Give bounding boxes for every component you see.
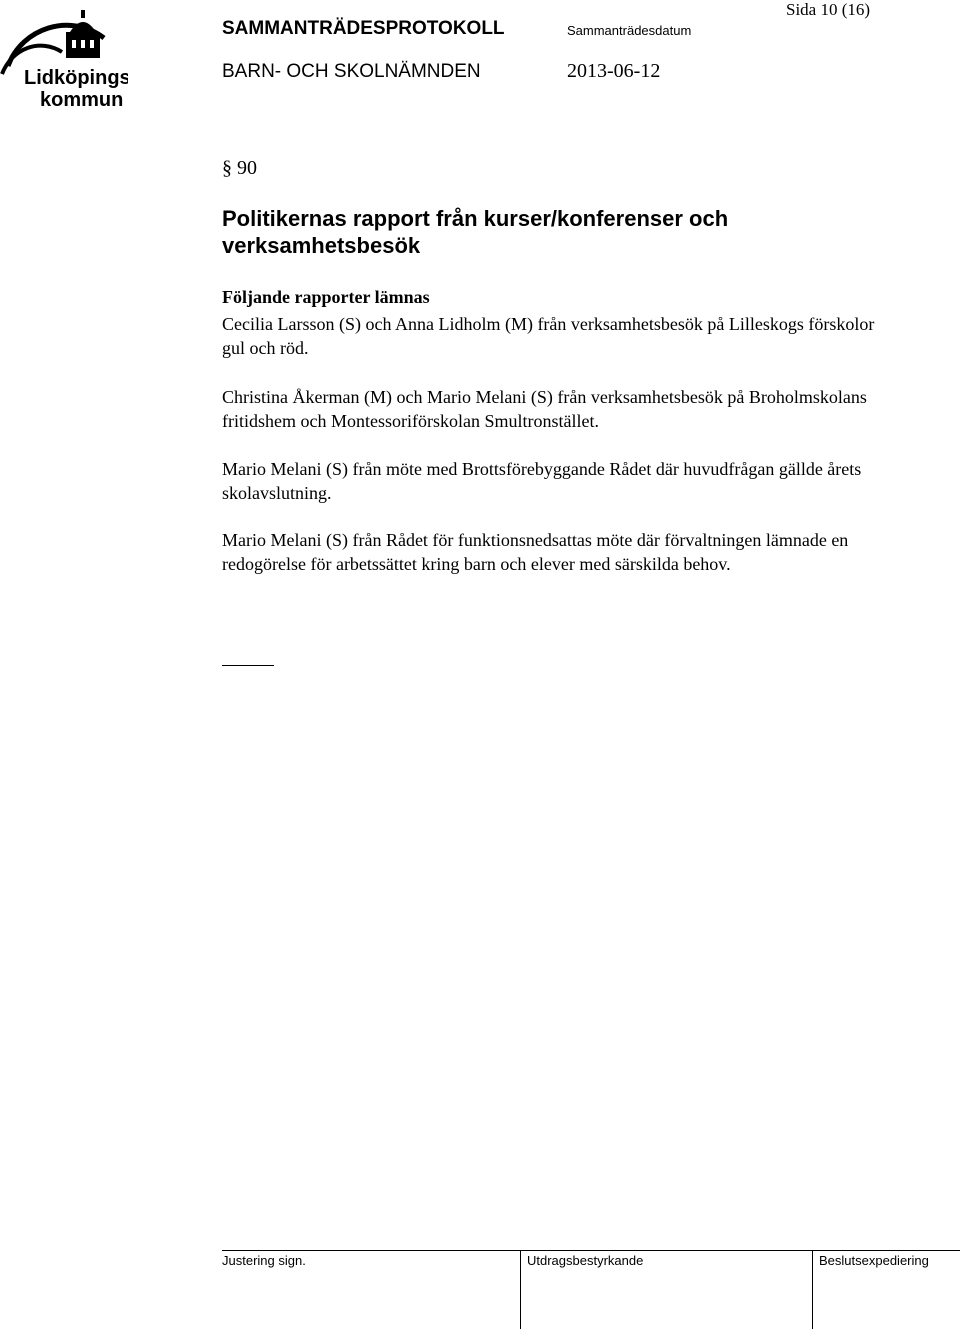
section-end-rule bbox=[222, 665, 274, 666]
meeting-date: 2013-06-12 bbox=[567, 60, 661, 82]
section-number: § 90 bbox=[222, 157, 257, 179]
report-paragraph: Cecilia Larsson (S) och Anna Lidholm (M) från verksamhetsbesök på Lilleskogs förskolor gul och röd. bbox=[222, 314, 875, 358]
municipality-logo bbox=[0, 8, 128, 112]
crest-icon bbox=[0, 8, 128, 112]
page-number: Sida 10 (16) bbox=[786, 0, 871, 19]
document-type: SAMMANTRÄDESPROTOKOLL bbox=[222, 18, 505, 39]
report-paragraph: Mario Melani (S) från möte med Brottsförebyggande Rådet där huvudfrågan gällde årets skolavslutning. bbox=[222, 459, 862, 503]
meeting-date-label: Sammanträdesdatum bbox=[567, 23, 692, 38]
footer-dispatch-label: Beslutsexpediering bbox=[819, 1253, 929, 1268]
report-paragraph: Mario Melani (S) från Rådet för funktionsnedsattas möte där förvaltningen lämnade en redogörelse för arbetssättet kring barn och elever med särskilda behov. bbox=[222, 530, 849, 574]
footer-extract-label: Utdragsbestyrkande bbox=[527, 1253, 644, 1268]
footer-divider bbox=[812, 1251, 813, 1329]
report-paragraph: Christina Åkerman (M) och Mario Melani (S) från verksamhetsbesök på Broholmskolans fritidshem och Montessoriförskolan Smultronstället. bbox=[222, 387, 867, 431]
logo-text-line2: kommun bbox=[40, 89, 124, 111]
section-subheading: Följande rapporter lämnas bbox=[222, 287, 430, 307]
logo-text-line1: Lidköpings bbox=[24, 67, 128, 89]
section-title: Politikernas rapport från kurser/konferenser och verksamhetsbesök bbox=[222, 206, 729, 258]
committee-name: BARN- OCH SKOLNÄMNDEN bbox=[222, 61, 481, 82]
footer-signature-label: Justering sign. bbox=[222, 1253, 306, 1268]
footer-rule bbox=[222, 1250, 960, 1251]
footer-divider bbox=[520, 1251, 521, 1329]
